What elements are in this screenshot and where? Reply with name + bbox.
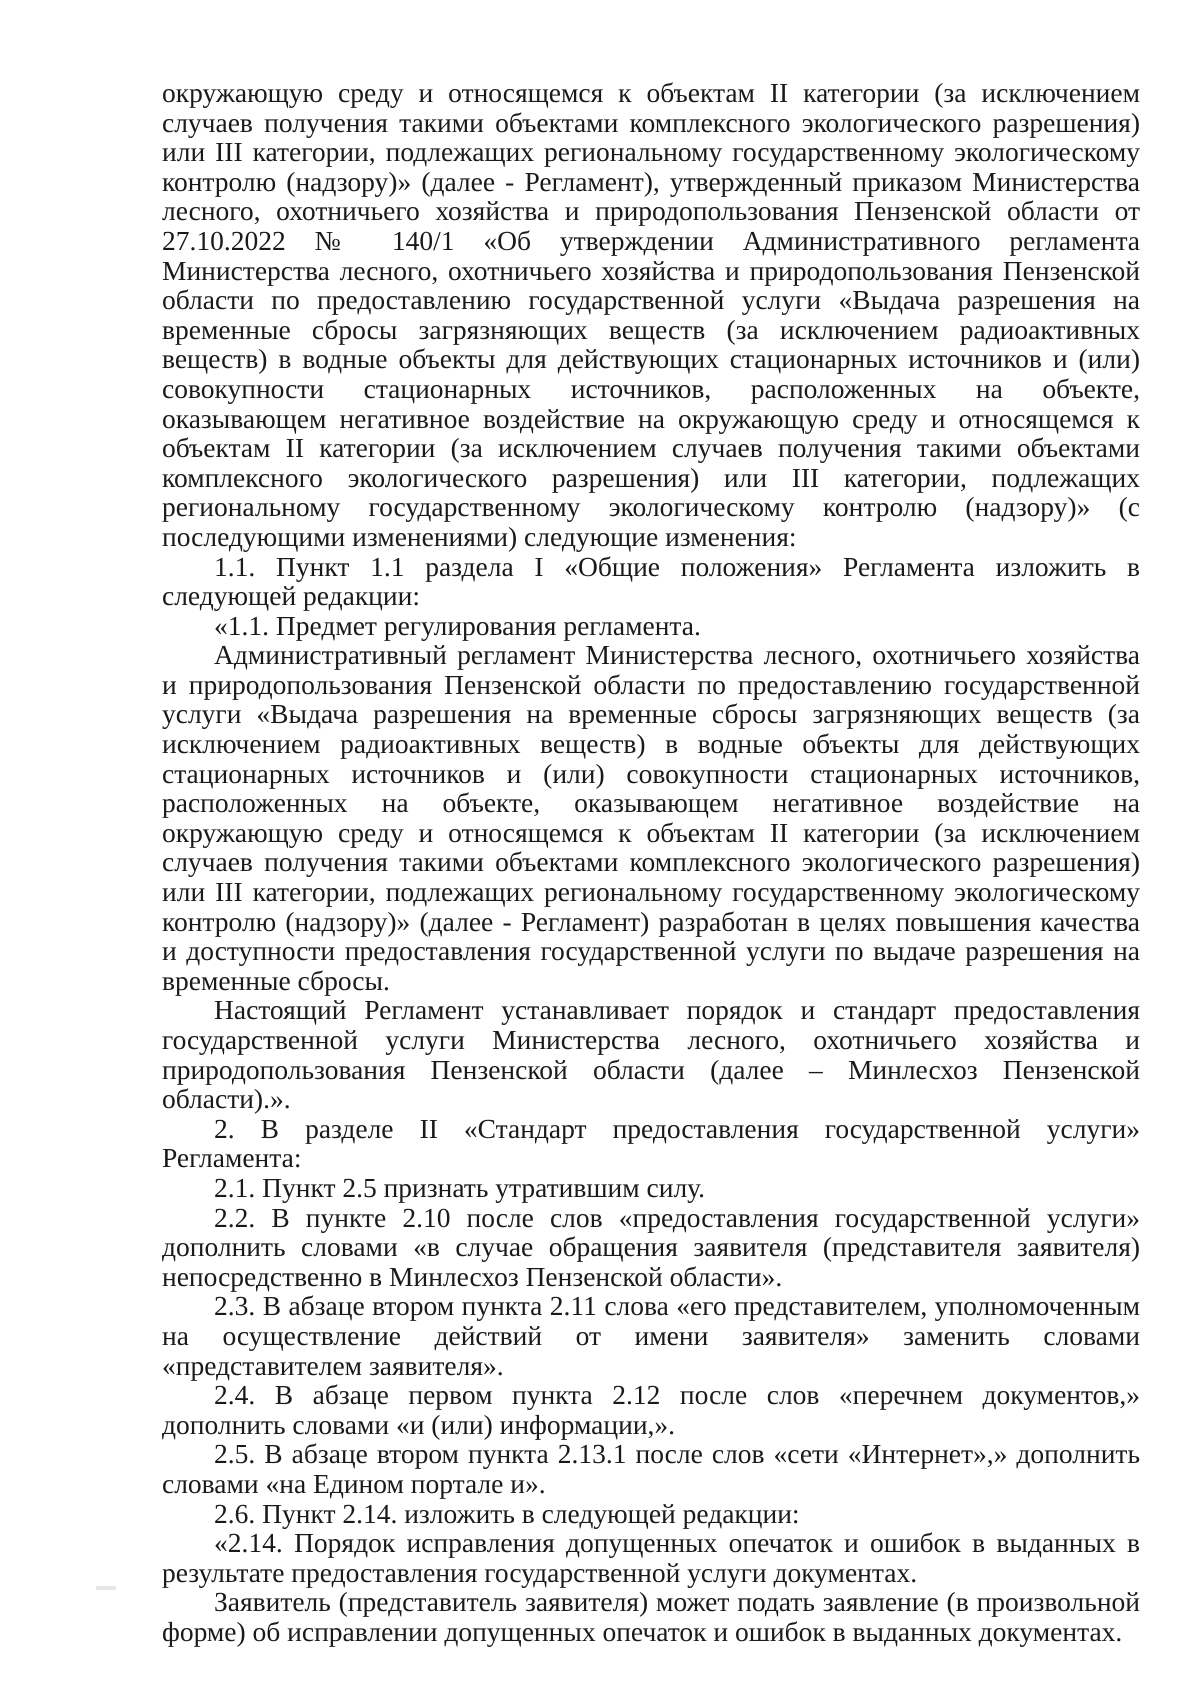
paragraph-subject-heading: «1.1. Предмет регулирования регламента. [214,609,701,641]
paragraph-regulation-description: Административный регламент Министерства лесного, охотничьего хозяйства и природопользования Пензенской области по предоставлению государственной услуги «Выдача разрешения на временные сбросы загрязняющих веществ (за исключением радиоактивных веществ) в водные объекты для действующих стационарных источников и (или) совокупности стационарных источников, расположенных на объекте, оказывающем негативное воздействие на окружающую среду и относящемся к объектам II категории (за исключением случаев получения такими объектами комплексного экологического разрешения) или III категории, подлежащих региональному государственному экологическому контролю (надзору)» (далее - Регламент) разработан в целях повышения качества и доступности предоставления государственной услуги по выдаче разрешения на временные сбросы. [162,639,1140,996]
paragraph-2-6: 2.6. Пункт 2.14. изложить в следующей редакции: [214,1497,800,1529]
paragraph-2-14-heading: «2.14. Порядок исправления допущенных опечаток и ошибок в выданных в результате предоставления государственной услуги документах. [162,1527,1140,1588]
paragraph-2-3: 2.3. В абзаце втором пункта 2.11 слова «его представителем, уполномоченным на осуществление действий от имени заявителя» заменить словами «представителем заявителя». [162,1290,1140,1381]
paragraph-applicant-statement: Заявитель (представитель заявителя) может подать заявление (в произвольной форме) об исправлении допущенных опечаток и ошибок в выданных документах. [162,1586,1140,1647]
paragraph-2-2: 2.2. В пункте 2.10 после слов «предоставления государственной услуги» дополнить словами «в случае обращения заявителя (представителя заявителя) непосредственно в Минлесхоз Пензенской области». [162,1201,1140,1292]
paragraph-continuation: окружающую среду и относящемся к объектам II категории (за исключением случаев получения такими объектами комплексного экологического разрешения) или III категории, подлежащих региональному государственному экологическому контролю (надзору)» (далее - Регламент), утвержденный приказом Министерства лесного, охотничьего хозяйства и природопользования Пензенской области от 27.10.2022 № 140/1 «Об утверждении Административного регламента Министерства лесного, охотничьего хозяйства и природопользования Пензенской области по предоставлению государственной услуги «Выдача разрешения на временные сбросы загрязняющих веществ (за исключением радиоактивных веществ) в водные объекты для действующих стационарных источников и (или) совокупности стационарных источников, расположенных на объекте, оказывающем негативное воздействие на окружающую среду и относящемся к объектам II категории (за исключением случаев получения такими объектами комплексного экологического разрешения) или III категории, подлежащих региональному государственному экологическому контролю (надзору)» (с последующими изменениями) следующие изменения: [162,77,1140,552]
document-body [162,78,1140,1646]
paragraph-2-1: 2.1. Пункт 2.5 признать утратившим силу. [214,1171,706,1203]
paragraph-1-1: 1.1. Пункт 1.1 раздела I «Общие положения» Регламента изложить в следующей редакции: [162,550,1140,612]
paragraph-regulation-scope: Настоящий Регламент устанавливает порядок и стандарт предоставления государственной услуги Министерства лесного, охотничьего хозяйства и природопользования Пензенской области (далее – Минлесхоз Пензенской области).». [162,994,1140,1115]
scan-speck [96,1586,116,1590]
paragraph-2-4: 2.4. В абзаце первом пункта 2.12 после слов «перечнем документов,» дополнить словами «и (или) информации,». [162,1379,1140,1440]
paragraph-2: 2. В разделе II «Стандарт предоставления государственной услуги» Регламента: [162,1112,1140,1174]
paragraph-2-5: 2.5. В абзаце втором пункта 2.13.1 после слов «сети «Интернет»,» дополнить словами «на Едином портале и». [162,1438,1140,1499]
